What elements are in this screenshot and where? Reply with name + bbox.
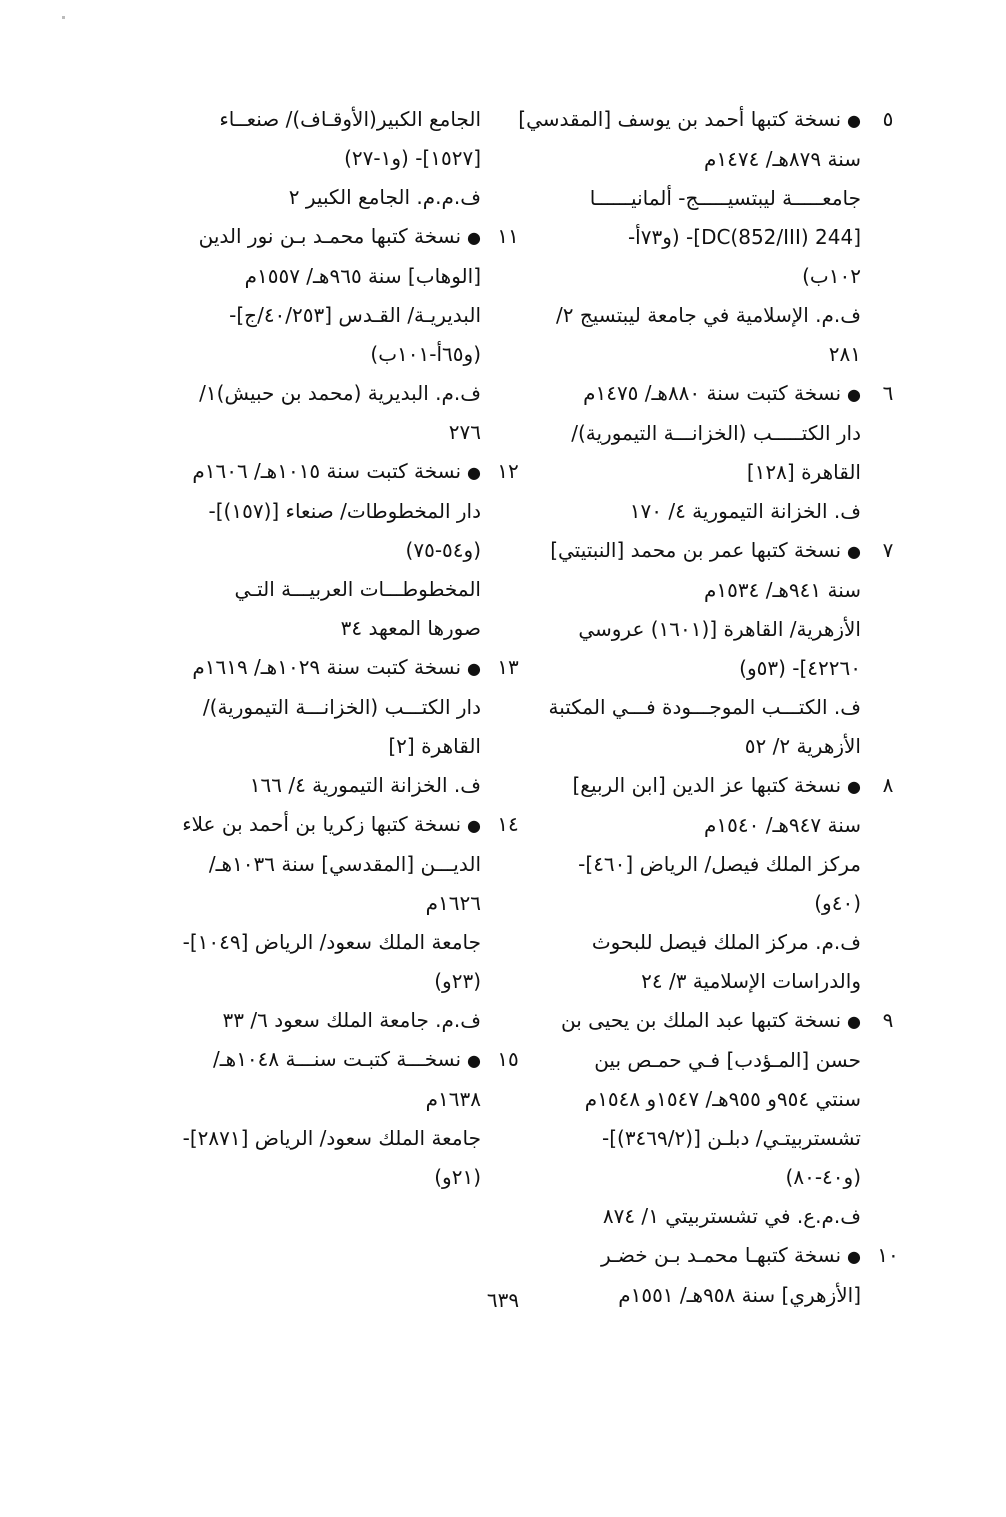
entry-line: جامعـــــة ليبتسيـــــج- ألمانيــــــا bbox=[589, 186, 861, 210]
bullet-icon: ● bbox=[847, 1012, 861, 1031]
entry-line: ف.م. جامعة الملك سعود ٦/ ٣٣ bbox=[222, 1008, 481, 1032]
entry-line: [الأزهري] سنة ٩٥٨هـ/ ١٥٥١م bbox=[618, 1283, 861, 1307]
bullet-icon: ● bbox=[467, 659, 481, 678]
manuscript-entry bbox=[518, 100, 894, 374]
manuscript-entry bbox=[141, 100, 481, 217]
entry-line: والدراسات الإسلامية ٣/ ٢٤ bbox=[641, 969, 861, 993]
entry-line: ف.م. الإسلامية في جامعة ليبتسيج ٢/ bbox=[556, 303, 861, 327]
entry-line: ف.م. مركز الملك فيصل للبحوث bbox=[591, 930, 861, 954]
entry-line: سنتي ٩٥٤و ٩٥٥هـ/ ١٥٤٧و ١٥٤٨م bbox=[584, 1087, 861, 1111]
manuscript-entry bbox=[141, 452, 519, 648]
entry-line: ●نسخة كتبت سنة ١٠٢٩هـ/ ١٦١٩م bbox=[192, 655, 481, 679]
entry-line: دار الكتـــب (الخزانـــة التيمورية)/ bbox=[202, 695, 481, 719]
entry-number: ١٠ bbox=[877, 1243, 899, 1267]
entry-line: دار المخطوطات/ صنعاء [(١٥٧)]- bbox=[208, 499, 481, 523]
entry-line: [الوهاب] سنة ٩٦٥هـ/ ١٥٥٧م bbox=[244, 264, 481, 288]
entry-line: المخطوطـــات العربيـــة التـي bbox=[234, 577, 481, 601]
entry-line: ●نسخة كتبها محمـد بـن نور الدين bbox=[198, 224, 481, 248]
entry-line: سنة ٩٤١هـ/ ١٥٣٤م bbox=[704, 578, 861, 602]
right-column bbox=[518, 100, 899, 1315]
entry-number: ١٢ bbox=[497, 459, 519, 483]
entry-line: الأزهرية/ القاهرة [(١٦٠١) عروسي bbox=[578, 617, 861, 641]
entry-line: (و٤٠-٨٠) bbox=[785, 1165, 861, 1189]
entry-line: ف.م. البديرية (محمد بن حبيش)١/ bbox=[199, 381, 481, 405]
entry-line: ●نسخة كتبت سنة ٨٨٠هـ/ ١٤٧٥م bbox=[583, 381, 861, 405]
bullet-icon: ● bbox=[467, 1051, 481, 1070]
bullet-icon: ● bbox=[847, 777, 861, 796]
entry-line: ٢٨١ bbox=[828, 342, 861, 366]
entry-line: [244 DC(852/III)]- (و٧٣أ- bbox=[627, 225, 861, 249]
entry-number: ١١ bbox=[497, 224, 519, 248]
entry-number: ٥ bbox=[882, 107, 894, 131]
entry-line: ●نسخة كتبت سنة ١٠١٥هـ/ ١٦٠٦م bbox=[192, 459, 481, 483]
entry-line: ١٦٢٦م bbox=[425, 891, 481, 915]
entry-line: ●نسخـــة كتبـت سنـــة ١٠٤٨هـ/ bbox=[213, 1047, 481, 1071]
entry-line: ●نسخة كتبها زكريا بن أحمد بن علاء bbox=[182, 812, 481, 836]
entry-line: تشستربيتـي/ دبلـن [(٣٤٦٩/٢)]- bbox=[601, 1126, 861, 1150]
entry-number: ٩ bbox=[882, 1008, 894, 1032]
entry-number: ١٥ bbox=[497, 1047, 519, 1071]
entry-line: (٤٠و) bbox=[814, 891, 861, 915]
bullet-icon: ● bbox=[467, 816, 481, 835]
entry-line: (٢١و) bbox=[434, 1165, 481, 1189]
page-number: ٦٣٩ bbox=[486, 1288, 520, 1312]
scan-speck bbox=[62, 16, 65, 19]
manuscript-entry bbox=[526, 1001, 894, 1236]
entry-line: ●نسخة كتبها أحمد بن يوسف [المقدسي] bbox=[518, 107, 861, 131]
entry-line: ●نسخة كتبها عبد الملك بن يحيى بن bbox=[561, 1008, 861, 1032]
entry-number: ٦ bbox=[882, 381, 894, 405]
bullet-icon: ● bbox=[847, 1247, 861, 1266]
entry-line: ف. الخزانة التيمورية ٤/ ١٧٠ bbox=[629, 499, 861, 523]
bullet-icon: ● bbox=[847, 111, 861, 130]
entry-line: حسن [المـؤدب] فـي حمـص بين bbox=[594, 1048, 861, 1072]
manuscript-entry bbox=[526, 531, 894, 766]
entry-line: ١٦٣٨م bbox=[425, 1087, 481, 1111]
entry-line: ●نسخة كتبها عز الدين [ابن الربيع] bbox=[572, 773, 861, 797]
entry-number: ١٤ bbox=[497, 812, 519, 836]
entry-line: الأزهرية ٢/ ٥٢ bbox=[744, 734, 861, 758]
left-column bbox=[141, 100, 519, 1197]
entry-line: جامعة الملك سعود/ الرياض [١٠٤٩]- bbox=[182, 930, 481, 954]
bullet-icon: ● bbox=[467, 463, 481, 482]
entry-line: ف.م.ع. في تشستربيتي ١/ ٨٧٤ bbox=[602, 1204, 861, 1228]
entry-number: ٨ bbox=[882, 773, 894, 797]
entry-line: مركز الملك فيصل/ الرياض [٤٦٠]- bbox=[578, 852, 861, 876]
manuscript-entry bbox=[141, 805, 519, 1040]
manuscript-entry bbox=[141, 217, 519, 452]
entry-number: ٧ bbox=[882, 538, 894, 562]
entry-number: ١٣ bbox=[497, 655, 519, 679]
entry-line: القاهرة [١٢٨] bbox=[746, 460, 861, 484]
entry-line: ف. الكتـــب الموجـــودة فـــي المكتبة bbox=[548, 695, 861, 719]
entry-line: ●نسخة كتبها عمر بن محمد [النبتيتي] bbox=[550, 538, 861, 562]
entry-line: جامعة الملك سعود/ الرياض [٢٨٧١]- bbox=[182, 1126, 481, 1150]
entry-line: (٢٣و) bbox=[434, 969, 481, 993]
entry-line: الديـــن [المقدسي] سنة ١٠٣٦هـ/ bbox=[208, 852, 481, 876]
entry-line: البديريـة/ القـدس [٤٠/٢٥٣/ج]- bbox=[229, 303, 481, 327]
entry-line: ٢٧٦ bbox=[448, 420, 481, 444]
manuscript-entry bbox=[526, 766, 894, 1001]
entry-line: [١٥٢٧]- (و١-٢٧) bbox=[344, 146, 481, 170]
entry-line: صورها المعهد ٣٤ bbox=[340, 616, 481, 640]
bullet-icon: ● bbox=[847, 542, 861, 561]
manuscript-entry bbox=[141, 648, 519, 805]
entry-line: سنة ٨٧٩هـ/ ١٤٧٤م bbox=[704, 147, 861, 171]
entry-line: ف.م.م. الجامع الكبير ٢ bbox=[288, 185, 481, 209]
entry-line: (و٦٥أ-١٠١ب) bbox=[370, 342, 481, 366]
manuscript-entry bbox=[526, 374, 894, 531]
entry-line: سنة ٩٤٧هـ/ ١٥٤٠م bbox=[704, 813, 861, 837]
entry-line: الجامع الكبير(الأوقـاف)/ صنعــاء bbox=[219, 107, 481, 131]
bullet-icon: ● bbox=[847, 385, 861, 404]
entry-line: دار الكتـــــب (الخزانـــة التيمورية)/ bbox=[571, 421, 861, 445]
entry-line: ف. الخزانة التيمورية ٤/ ١٦٦ bbox=[249, 773, 481, 797]
entry-line: ٤٢٢٦٠]- (٥٣و) bbox=[739, 656, 861, 680]
entry-line: ●نسخة كتبهـا محمـد بـن خضـر bbox=[601, 1243, 861, 1267]
bullet-icon: ● bbox=[467, 228, 481, 247]
entry-line: (و٥٤-٧٥) bbox=[405, 538, 481, 562]
manuscript-entry bbox=[141, 1040, 519, 1197]
entry-line: ١٠٢ب) bbox=[802, 264, 861, 288]
entry-line: القاهرة [٢] bbox=[388, 734, 481, 758]
